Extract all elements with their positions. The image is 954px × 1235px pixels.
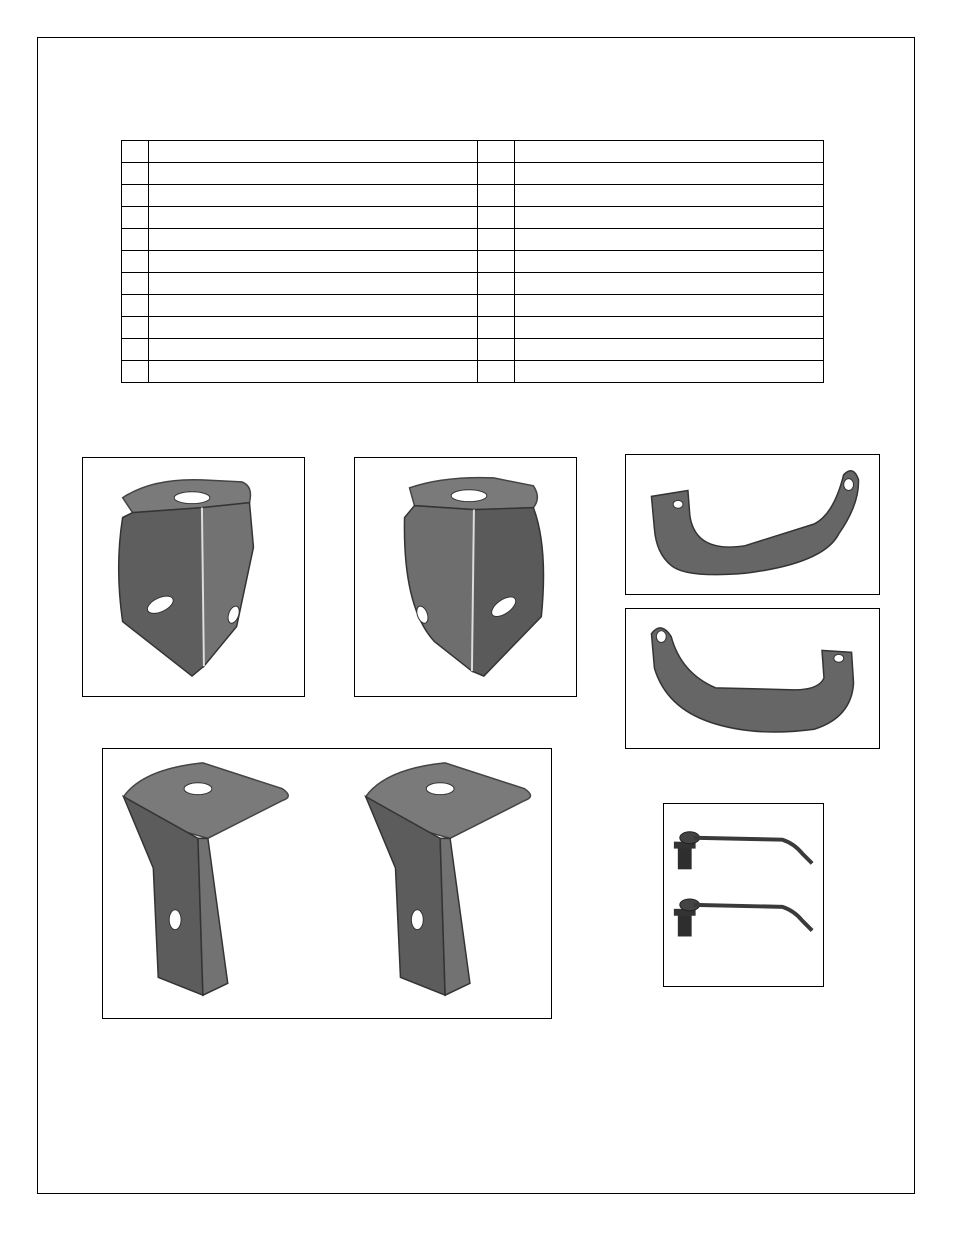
parts-table-cell (122, 251, 149, 273)
parts-table (121, 140, 824, 383)
parts-table-cell (122, 273, 149, 295)
parts-table-cell (149, 207, 478, 229)
parts-table-row (122, 273, 824, 295)
parts-table-row (122, 163, 824, 185)
parts-table-cell (478, 273, 515, 295)
curved-strap-bracket-bottom-image (626, 609, 879, 748)
photo-j-bolt-pair (663, 803, 824, 987)
parts-table-cell (478, 141, 515, 163)
parts-table-cell (122, 229, 149, 251)
parts-table-cell (149, 317, 478, 339)
photo-l-bracket-pair (102, 748, 552, 1019)
parts-table-cell (149, 339, 478, 361)
parts-table-cell (122, 141, 149, 163)
parts-table-cell (122, 295, 149, 317)
parts-table-cell (149, 229, 478, 251)
parts-table-row (122, 207, 824, 229)
j-bolt-pair-image (664, 804, 823, 986)
parts-table-cell (515, 229, 824, 251)
parts-table-cell (515, 207, 824, 229)
parts-table-row (122, 185, 824, 207)
parts-table-cell (149, 141, 478, 163)
curved-strap-bracket-top-image (626, 455, 879, 594)
parts-table-cell (478, 295, 515, 317)
parts-table-cell (515, 295, 824, 317)
parts-table-cell (478, 229, 515, 251)
photo-curved-strap-bracket-bottom (625, 608, 880, 749)
parts-table-cell (478, 163, 515, 185)
parts-table-row (122, 229, 824, 251)
parts-table-cell (122, 207, 149, 229)
parts-table-cell (478, 185, 515, 207)
parts-table-cell (515, 251, 824, 273)
parts-table-cell (478, 361, 515, 383)
parts-table-row (122, 339, 824, 361)
parts-table-cell (122, 361, 149, 383)
parts-table-cell (515, 317, 824, 339)
parts-table-cell (149, 361, 478, 383)
parts-table-cell (149, 163, 478, 185)
parts-table-cell (515, 339, 824, 361)
parts-table-cell (149, 251, 478, 273)
parts-table-cell (515, 273, 824, 295)
photo-corner-bracket-left (82, 457, 305, 697)
corner-bracket-right-image (355, 458, 576, 696)
parts-table-cell (478, 317, 515, 339)
parts-table-cell (515, 185, 824, 207)
parts-table-cell (515, 163, 824, 185)
corner-bracket-left-image (83, 458, 304, 696)
parts-table-row (122, 361, 824, 383)
parts-table-cell (478, 251, 515, 273)
parts-table-row (122, 251, 824, 273)
photo-corner-bracket-right (354, 457, 577, 697)
parts-table-cell (515, 361, 824, 383)
parts-table-cell (149, 295, 478, 317)
parts-table-cell (122, 339, 149, 361)
parts-table-cell (478, 339, 515, 361)
parts-table-row (122, 317, 824, 339)
parts-table-cell (122, 185, 149, 207)
parts-table-cell (515, 141, 824, 163)
parts-table-cell (122, 317, 149, 339)
parts-table-cell (122, 163, 149, 185)
parts-table-row (122, 295, 824, 317)
parts-table-cell (149, 273, 478, 295)
parts-table-cell (149, 185, 478, 207)
l-bracket-pair-image (103, 749, 551, 1018)
parts-table-cell (478, 207, 515, 229)
photo-curved-strap-bracket-top (625, 454, 880, 595)
parts-table-row (122, 141, 824, 163)
